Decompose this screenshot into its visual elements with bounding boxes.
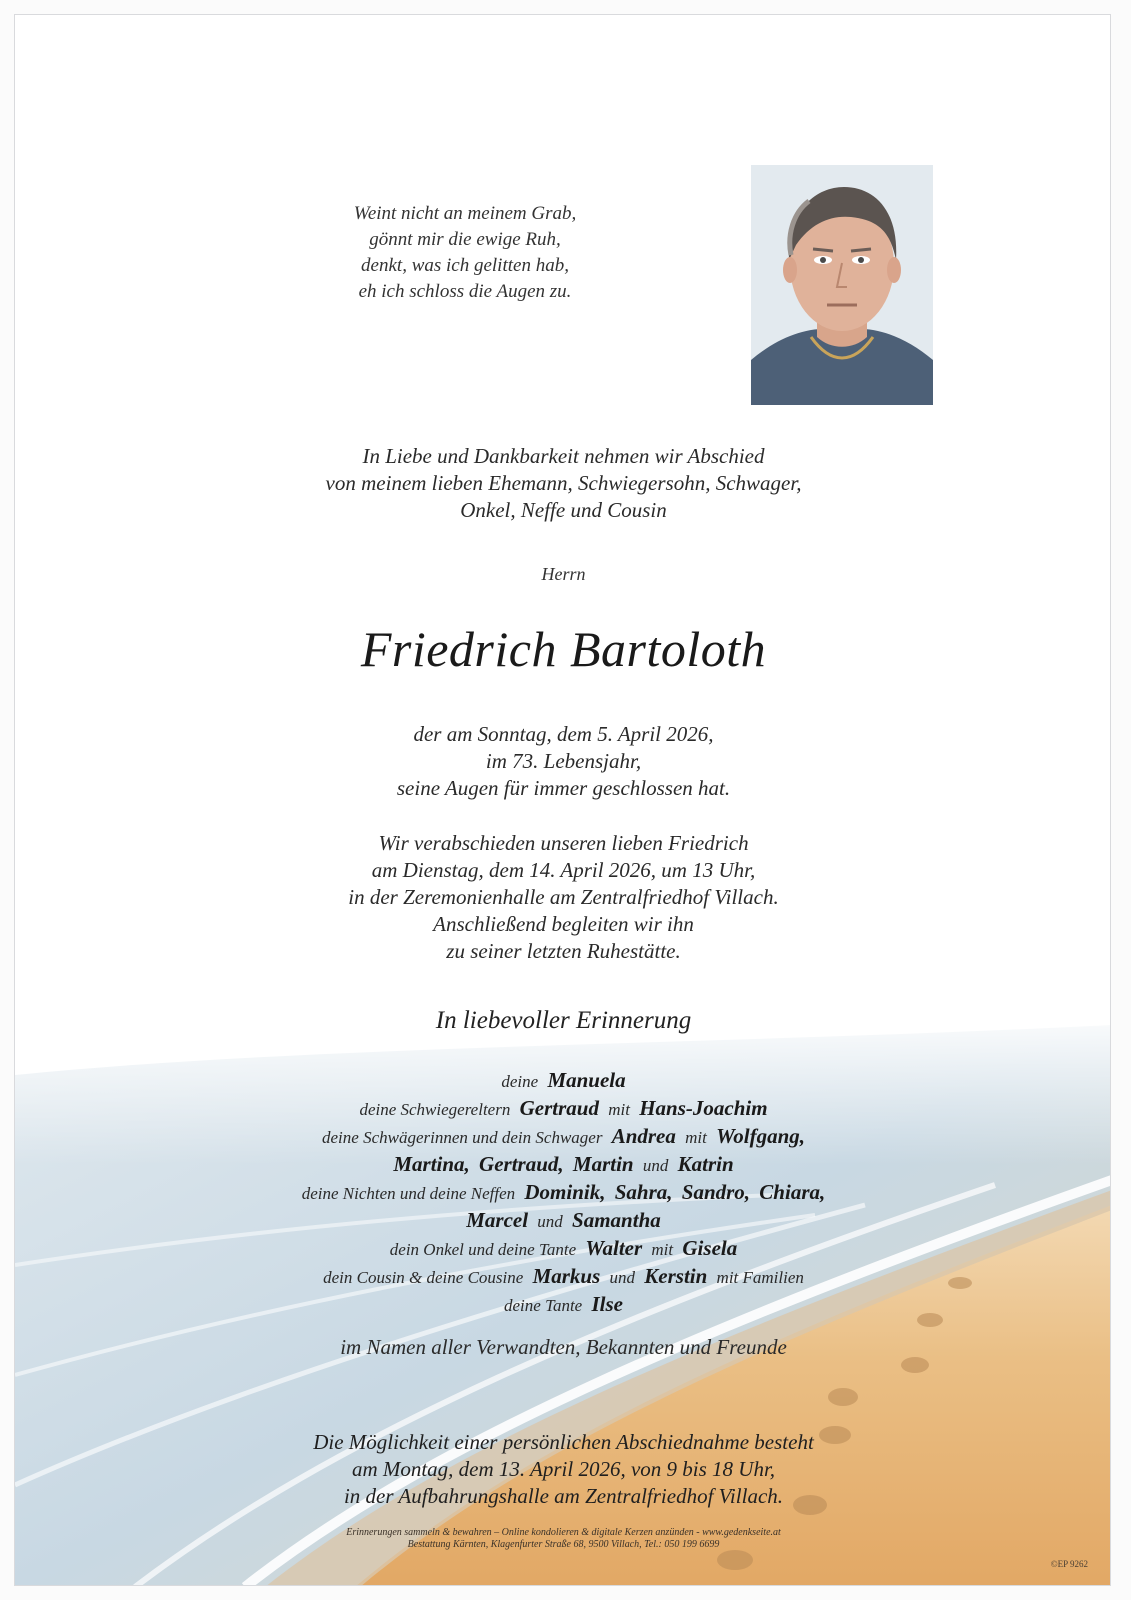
mourner-name: Gertraud bbox=[519, 1096, 599, 1120]
salutation: Herrn bbox=[541, 564, 586, 584]
on-behalf-text: im Namen aller Verwandten, Bekannten und Freunde bbox=[340, 1335, 787, 1359]
death-line: seine Augen für immer geschlossen hat. bbox=[396, 776, 731, 800]
funeral-line: am Dienstag, dem 14. April 2026, um 13 Uhr, bbox=[371, 858, 756, 882]
poem-line: denkt, was ich gelitten hab, bbox=[361, 255, 569, 276]
mourner-name: Kerstin bbox=[644, 1264, 708, 1288]
viewing-notice bbox=[115, 1429, 1012, 1510]
poem-line: gönnt mir die ewige Ruh, bbox=[369, 229, 561, 250]
poem-line: eh ich schloss die Augen zu. bbox=[358, 281, 572, 302]
connector-text: mit bbox=[651, 1240, 674, 1259]
funeral-line: in der Zeremonienhalle am Zentralfriedhof Villach. bbox=[348, 885, 779, 909]
mourner-name: Martina, bbox=[393, 1152, 470, 1176]
mourner-name: Gertraud, bbox=[479, 1152, 564, 1176]
connector-text: mit bbox=[608, 1100, 630, 1119]
footer bbox=[115, 1527, 1012, 1551]
mourner-name: Marcel bbox=[466, 1208, 529, 1232]
mourner-name: Walter bbox=[585, 1236, 643, 1260]
viewing-line: Die Möglichkeit einer persönlichen Abschiednahme besteht bbox=[313, 1430, 814, 1454]
mourner-name: Wolfgang, bbox=[716, 1124, 805, 1148]
mourner-row bbox=[115, 1291, 1012, 1319]
connector-text: und bbox=[537, 1212, 563, 1231]
mourner-name: Markus bbox=[532, 1264, 601, 1288]
mourner-row bbox=[115, 1067, 1012, 1095]
relation-text: deine Schwiegereltern bbox=[359, 1100, 511, 1119]
funeral-notice bbox=[115, 830, 1012, 965]
relation-text: deine Nichten und deine Neffen bbox=[301, 1184, 516, 1203]
footer-line: Erinnerungen sammeln & bewahren – Online kondolieren & digitale Kerzen anzünden - www.gedenkseite.at bbox=[346, 1527, 781, 1538]
mourner-name: Andrea bbox=[611, 1124, 676, 1148]
mourner-name: Dominik, bbox=[524, 1180, 606, 1204]
death-line: im 73. Lebensjahr, bbox=[485, 749, 642, 773]
relation-text: deine Tante bbox=[504, 1296, 583, 1315]
mourners-list bbox=[115, 1067, 1012, 1319]
connector-text: mit bbox=[685, 1128, 707, 1147]
print-code: ©EP 9262 bbox=[1050, 1559, 1088, 1569]
viewing-line: am Montag, dem 13. April 2026, von 9 bis 18 Uhr, bbox=[351, 1457, 776, 1481]
mourner-row bbox=[115, 1263, 1012, 1291]
portrait-photo bbox=[751, 165, 933, 405]
connector-text: und bbox=[609, 1268, 636, 1287]
relation-text: dein Cousin & deine Cousine bbox=[323, 1268, 524, 1287]
death-notice bbox=[115, 721, 1012, 802]
funeral-line: Anschließend begleiten wir ihn bbox=[433, 912, 694, 936]
mourner-row bbox=[115, 1235, 1012, 1263]
poem bbox=[315, 201, 615, 305]
intro-line: von meinem lieben Ehemann, Schwiegersohn, Schwager, bbox=[325, 471, 802, 495]
mourner-name: Martin bbox=[572, 1152, 634, 1176]
funeral-line: Wir verabschieden unseren lieben Friedrich bbox=[378, 831, 749, 855]
intro-text bbox=[115, 443, 1012, 524]
footer-line: Bestattung Kärnten, Klagenfurter Straße 68, 9500 Villach, Tel.: 050 199 6699 bbox=[407, 1539, 720, 1550]
mourner-row bbox=[115, 1179, 1012, 1207]
mourner-row bbox=[115, 1095, 1012, 1123]
connector-text: und bbox=[642, 1156, 669, 1175]
intro-line: Onkel, Neffe und Cousin bbox=[460, 498, 667, 522]
mourner-row bbox=[115, 1123, 1012, 1151]
death-line: der am Sonntag, dem 5. April 2026, bbox=[413, 722, 714, 746]
obituary-card bbox=[14, 14, 1111, 1586]
portrait-illustration bbox=[751, 165, 933, 405]
mourner-row bbox=[115, 1151, 1012, 1179]
mourner-name: Chiara, bbox=[759, 1180, 826, 1204]
funeral-line: zu seiner letzten Ruhestätte. bbox=[446, 939, 681, 963]
mourner-name: Sandro, bbox=[681, 1180, 751, 1204]
memory-heading: In liebevoller Erinnerung bbox=[435, 1007, 692, 1034]
relation-text: deine Schwägerinnen und dein Schwager bbox=[322, 1128, 603, 1147]
connector-text: mit Familien bbox=[716, 1268, 804, 1287]
mourner-name: Gisela bbox=[682, 1236, 738, 1260]
mourner-name: Hans-Joachim bbox=[639, 1096, 768, 1120]
mourner-row bbox=[115, 1207, 1012, 1235]
viewing-line: in der Aufbahrungshalle am Zentralfriedhof Villach. bbox=[343, 1484, 784, 1508]
mourner-name: Ilse bbox=[591, 1292, 623, 1316]
poem-line: Weint nicht an meinem Grab, bbox=[353, 203, 577, 224]
deceased-name: Friedrich Bartoloth bbox=[360, 621, 767, 677]
relation-text: deine bbox=[501, 1072, 539, 1091]
intro-line: In Liebe und Dankbarkeit nehmen wir Abschied bbox=[362, 444, 765, 468]
mourner-name: Manuela bbox=[547, 1068, 626, 1092]
mourner-name: Katrin bbox=[677, 1152, 734, 1176]
mourner-name: Sahra, bbox=[614, 1180, 673, 1204]
mourner-name: Samantha bbox=[572, 1208, 661, 1232]
relation-text: dein Onkel und deine Tante bbox=[389, 1240, 577, 1259]
